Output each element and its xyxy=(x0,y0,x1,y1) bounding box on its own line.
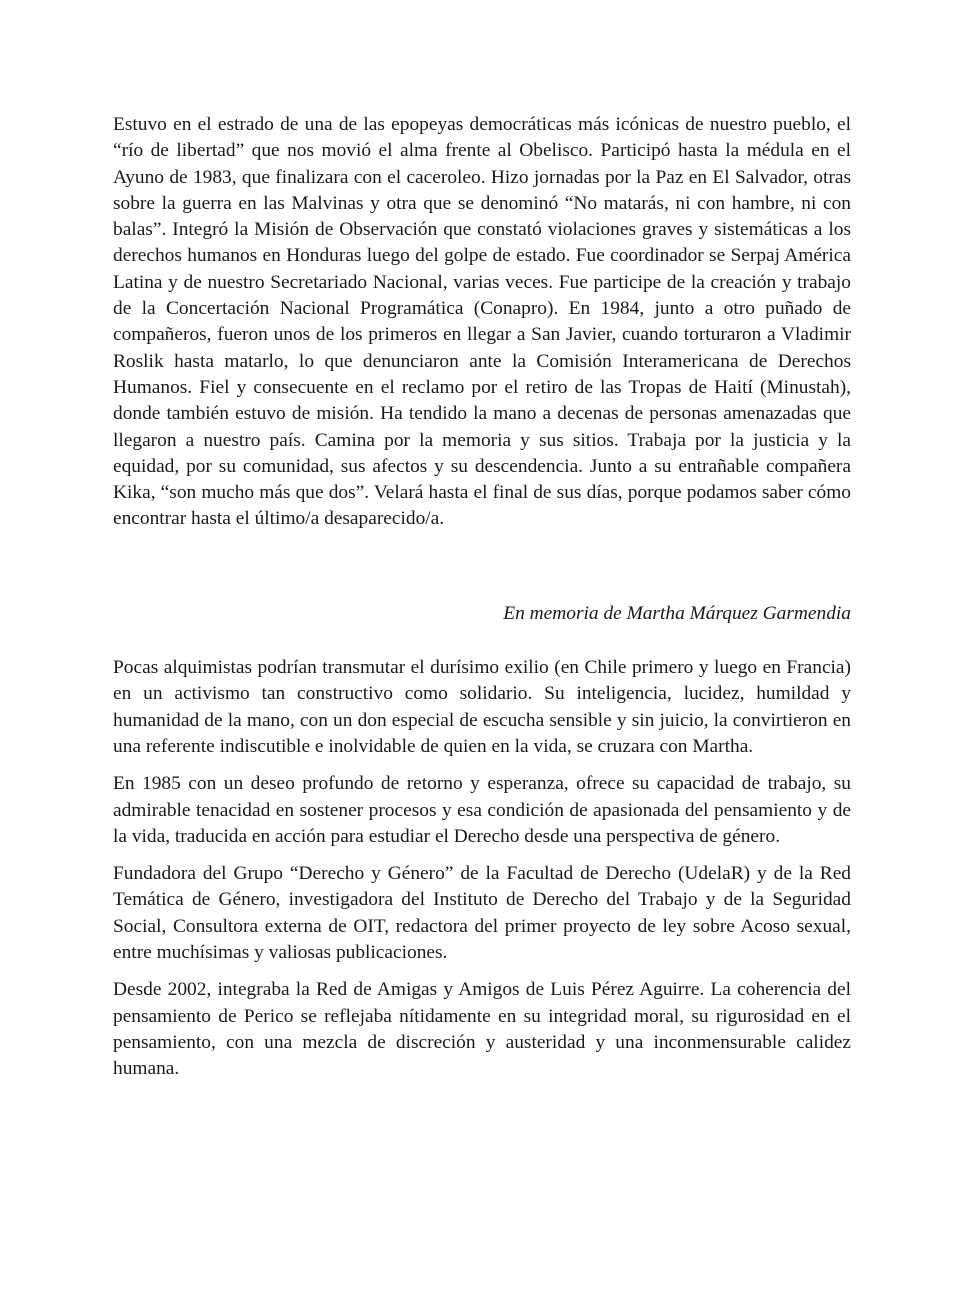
memorial-paragraph-network: Desde 2002, integraba la Red de Amigas y Amigos de Luis Pérez Aguirre. La coherencia del pensamiento de Perico se reflejaba nítidamente en su integridad moral, su rigurosidad en el pensamiento, con una mezcla de discreción y austeridad y una inconmensurable calidez humana. xyxy=(113,979,851,1080)
memorial-section xyxy=(113,655,851,1082)
memorial-paragraph-exile: Pocas alquimistas podrían transmutar el durísimo exilio (en Chile primero y luego en Francia) en un activismo tan constructivo como solidario. Su inteligencia, lucidez, humildad y humanidad de la mano, con un don especial de escucha sensible y sin juicio, la convirtieron en una referente indiscutible e inolvidable de quien en la vida, se cruzara con Martha. xyxy=(113,657,851,757)
memorial-heading: En memoria de Martha Márquez Garmendia xyxy=(503,602,851,624)
biography-paragraph: Estuvo en el estrado de una de las epopeyas democráticas más icónicas de nuestro pueblo, el “río de libertad” que nos movió el alma frente al Obelisco. Participó hasta la médula en el Ayuno de 1983, que finalizara con el caceroleo. Hizo jornadas por la Paz en El Salvador, otras sobre la guerra en las Malvinas y otra que se denominó “No matarás, ni con hambre, ni con balas”. Integró la Misión de Observación que constató violaciones graves y sistemáticas a los derechos humanos en Honduras luego del golpe de estado. Fue coordinador se Serpaj América Latina y de nuestro Secretariado Nacional, varias veces. Fue participe de la creación y trabajo de la Concertación Nacional Programática (Conapro). En 1984, junto a otro puñado de compañeros, fueron unos de los primeros en llegar a San Javier, cuando torturaron a Vladimir Roslik hasta matarlo, lo que denunciaron ante la Comisión Interamericana de Derechos Humanos. Fiel y consecuente en el reclamo por el retiro de las Tropas de Haití (Minustah), donde también estuvo de misión. Ha tendido la mano a decenas de personas amenazadas que llegaron a nuestro país. Camina por la memoria y sus sitios. Trabaja por la justicia y la equidad, por su comunidad, sus afectos y su descendencia. Junto a su entrañable compañera Kika, “son mucho más que dos”. Velará hasta el final de sus días, porque podamos saber cómo encontrar hasta el último/a desaparecido/a. xyxy=(113,114,851,530)
memorial-paragraph-return: En 1985 con un deseo profundo de retorno y esperanza, ofrece su capacidad de trabajo, su admirable tenacidad en sostener procesos y esa condición de apasionada del pensamiento y de la vida, traducida en acción para estudiar el Derecho desde una perspectiva de género. xyxy=(113,773,851,847)
document-page xyxy=(113,112,851,1094)
memorial-paragraph-founder: Fundadora del Grupo “Derecho y Género” de la Facultad de Derecho (UdelaR) y de la Red Temática de Género, investigadora del Instituto de Derecho del Trabajo y de la Seguridad Social, Consultora externa de OIT, redactora del primer proyecto de ley sobre Acoso sexual, entre muchísimas y valiosas publicaciones. xyxy=(113,863,851,964)
